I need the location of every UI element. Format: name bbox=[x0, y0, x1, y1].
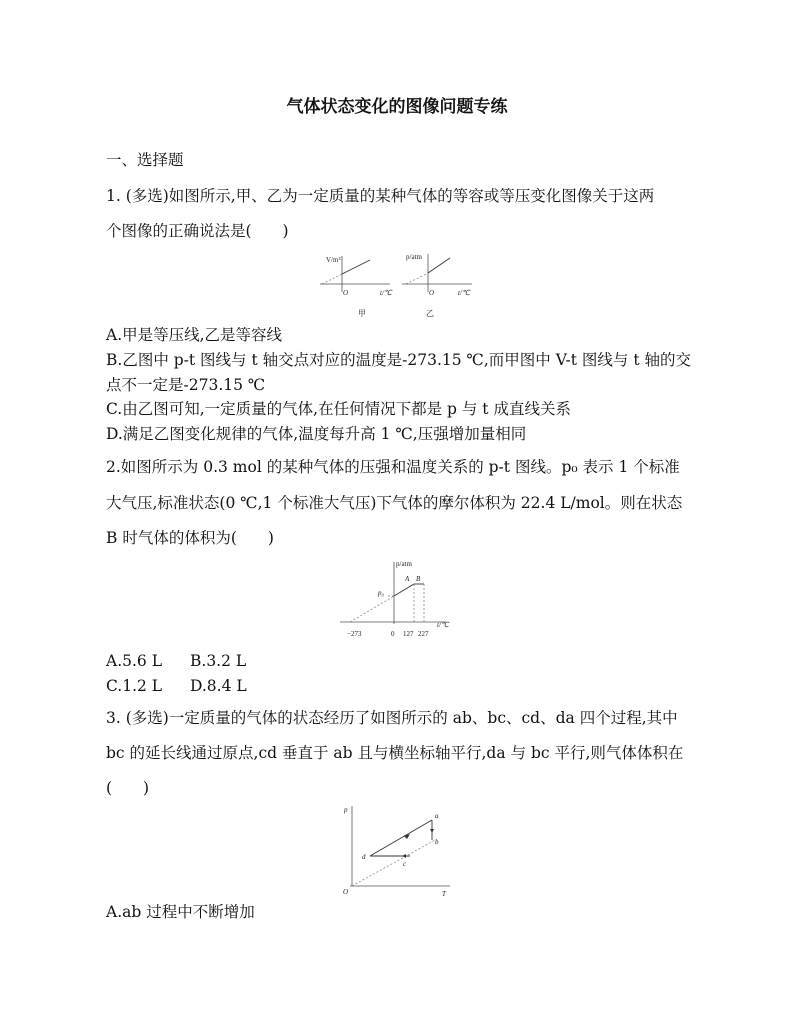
q3-xlabel: T bbox=[442, 890, 446, 898]
q3-ylabel: p bbox=[344, 806, 348, 814]
q1-left-origin: O bbox=[343, 289, 349, 297]
q1-right-xlabel: t/℃ bbox=[458, 289, 470, 297]
q3-origin: O bbox=[343, 888, 349, 896]
q2-point-a: A bbox=[405, 575, 410, 583]
q2-stem-line2: 大气压,标准状态(0 ℃,1 个标准大气压)下气体的摩尔体积为 22.4 L/mol。则在状态 bbox=[106, 494, 683, 512]
q1-option-c: C.由乙图可知,一定质量的气体,在任何情况下都是 p 与 t 成直线关系 bbox=[106, 400, 571, 418]
q1-left-xlabel: t/℃ bbox=[380, 289, 392, 297]
q2-tick-neg273: −273 bbox=[347, 630, 362, 638]
q2-option-d: D.8.4 L bbox=[190, 677, 247, 695]
q2-stem-line1: 2.如图所示为 0.3 mol 的某种气体的压强和温度关系的 p-t 图线。p₀ 表示 1 个标准 bbox=[106, 458, 680, 476]
q2-point-b: B bbox=[416, 575, 421, 583]
q1-option-b-line1: B.乙图中 p-t 图线与 t 轴交点对应的温度是-273.15 ℃,而甲图中 V-t 图线与 t 轴的交 bbox=[106, 351, 691, 369]
q1-option-b-line2: 点不一定是-273.15 ℃ bbox=[106, 376, 266, 394]
q2-figure bbox=[340, 558, 460, 644]
q3-point-b: b bbox=[435, 838, 439, 846]
q1-right-origin: O bbox=[429, 289, 435, 297]
q3-stem-line3: ( ) bbox=[106, 779, 150, 797]
q2-option-a: A.5.6 L bbox=[106, 652, 162, 670]
q2-origin: 0 bbox=[391, 630, 395, 638]
q1-option-a: A.甲是等压线,乙是等容线 bbox=[106, 326, 283, 344]
q1-graph-right bbox=[402, 253, 472, 318]
q2-tick-127: 127 bbox=[403, 630, 414, 638]
q2-xlabel: t/℃ bbox=[437, 621, 449, 629]
q3-point-a: a bbox=[435, 812, 439, 820]
q3-option-a: A.ab 过程中不断增加 bbox=[106, 903, 255, 921]
q1-graph-left bbox=[320, 256, 393, 318]
q1-stem-line2: 个图像的正确说法是( ) bbox=[106, 222, 289, 240]
section-heading: 一、选择题 bbox=[106, 151, 184, 169]
q1-right-ylabel: p/atm bbox=[406, 253, 422, 261]
q3-figure bbox=[340, 804, 456, 896]
q3-point-c: c bbox=[403, 860, 407, 868]
q3-stem-line2: bc 的延长线通过原点,cd 垂直于 ab 且与横坐标轴平行,da 与 bc 平行,则气体体积在 bbox=[106, 744, 684, 762]
q1-option-d: D.满足乙图变化规律的气体,温度每升高 1 ℃,压强增加量相同 bbox=[106, 425, 527, 443]
q2-option-c: C.1.2 L bbox=[106, 677, 163, 695]
q1-left-caption: 甲 bbox=[358, 309, 366, 318]
q2-tick-227: 227 bbox=[418, 630, 429, 638]
q2-ylabel: p/atm bbox=[396, 560, 412, 568]
q2-p0-label: p₀ bbox=[378, 589, 384, 597]
q1-stem-line1: 1. (多选)如图所示,甲、乙为一定质量的某种气体的等容或等压变化图像关于这两 bbox=[106, 187, 655, 205]
q3-point-d: d bbox=[362, 853, 366, 861]
q1-right-caption: 乙 bbox=[426, 309, 434, 318]
q3-stem-line1: 3. (多选)一定质量的气体的状态经历了如图所示的 ab、bc、cd、da 四个过程,其中 bbox=[106, 709, 678, 727]
q2-stem-line3: B 时气体的体积为( ) bbox=[106, 529, 274, 547]
q1-figure bbox=[320, 250, 480, 322]
q2-option-b: B.3.2 L bbox=[190, 652, 247, 670]
page-title: 气体状态变化的图像问题专练 bbox=[286, 97, 508, 117]
q1-left-ylabel: V/m³ bbox=[326, 256, 341, 264]
